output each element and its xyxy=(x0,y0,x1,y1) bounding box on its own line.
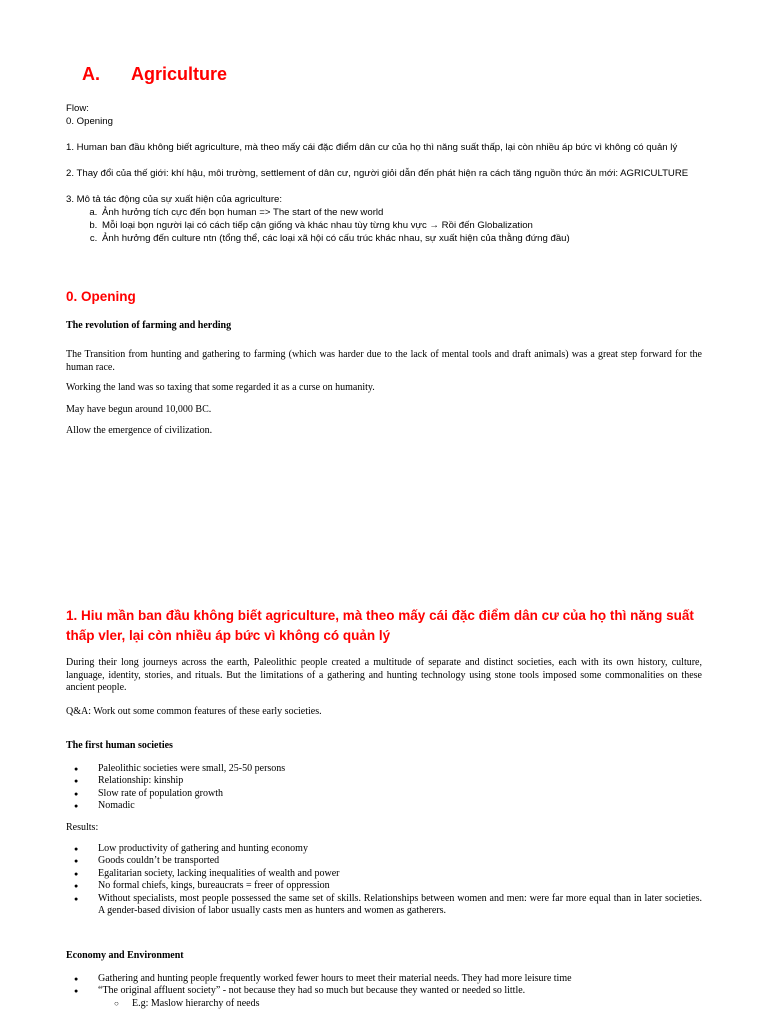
opening-subheading: The revolution of farming and herding xyxy=(66,320,232,331)
flow-label: Flow: xyxy=(66,103,89,114)
economy-heading: Economy and Environment xyxy=(66,950,184,961)
results-list xyxy=(66,843,702,918)
economy-sublist xyxy=(66,998,702,1011)
first-societies-heading: The first human societies xyxy=(66,740,173,751)
list-item: ● “The original affluent society” - not because they had so much but because they wanted or needed so little. xyxy=(98,985,702,998)
list-item: ● Paleolithic societies were small, 25-50 persons xyxy=(98,763,702,776)
list-item: ● Without specialists, most people possessed the same set of skills. Relationships between women and men: were far more equal than in later societies. A gender-based division of labor usually casts men as hunters and women as gatherers. xyxy=(98,893,702,918)
flow-subitem: b. Mỗi loại bọn người lại có cách tiếp cận giống và khác nhau tùy từng khu vực → Rồi đến Globalization xyxy=(100,219,706,232)
list-item: ● Slow rate of population growth xyxy=(98,788,702,801)
list-item: ● Gathering and hunting people frequently worked fewer hours to meet their material needs. They had more leisure time xyxy=(98,973,702,986)
section-a-title xyxy=(82,64,227,85)
opening-paragraph: The Transition from hunting and gathering to farming (which was harder due to the lack of mental tools and draft animals) was a great step forward for the human race. xyxy=(66,349,702,373)
flow-subitem: a. Ảnh hưởng tích cực đến bọn human => The start of the new world xyxy=(100,206,706,219)
economy-environment xyxy=(66,950,702,1010)
section-a-letter: A. xyxy=(82,64,100,84)
flow-subitems xyxy=(66,206,706,245)
section-1-qa xyxy=(66,706,702,719)
list-item: ● Nomadic xyxy=(98,800,702,813)
results xyxy=(66,822,702,918)
flow-item-1: 1. Human ban đầu không biết agriculture, mà theo mấy cái đặc điểm dân cư của họ thì năng suất thấp, lại còn nhiều áp bức vì không có quản lý xyxy=(66,142,678,153)
list-item: ● Goods couldn’t be transported xyxy=(98,855,702,868)
results-label: Results: xyxy=(66,822,99,833)
list-item: ● Low productivity of gathering and hunting economy xyxy=(98,843,702,856)
list-subitem: ○ E.g: Maslow hierarchy of needs xyxy=(132,998,702,1011)
list-item: ● Egalitarian society, lacking inequalities of wealth and power xyxy=(98,868,702,881)
flow-item-2: 2. Thay đổi của thế giới: khí hậu, môi trường, settlement of dân cư, người giỏi dẫn đến phát hiện ra cách tăng nguồn thức ăn mới: AGRICULTURE xyxy=(66,168,689,179)
opening-heading: 0. Opening xyxy=(66,289,136,304)
section-1-heading: 1. Hiu mần ban đầu không biết agriculture, mà theo mấy cái đặc điểm dân cư của họ thì năng suất thấp vler, lại còn nhiều áp bức vì không có quản lý xyxy=(66,608,694,643)
opening-paragraph: Working the land was so taxing that some regarded it as a curse on humanity. xyxy=(66,382,375,393)
first-societies-list xyxy=(66,763,702,813)
list-item: ● Relationship: kinship xyxy=(98,775,702,788)
first-societies xyxy=(66,740,702,813)
economy-list xyxy=(66,973,702,998)
opening-paragraph: May have begun around 10,000 BC. xyxy=(66,403,212,415)
flow-subitem: c. Ảnh hưởng đến culture ntn (tổng thể, các loại xã hội có cấu trúc khác nhau, sự xuất hiện của thằng đứng đầu) xyxy=(100,232,706,245)
qa-text: Q&A: Work out some common features of these early societies. xyxy=(66,706,322,717)
opening-subheading-block xyxy=(66,320,702,333)
flow-outline xyxy=(66,102,706,245)
section-1-intro xyxy=(66,657,702,695)
section-a-heading: Agriculture xyxy=(131,64,228,84)
flow-item-3: 3. Mô tả tác động của sự xuất hiện của agriculture: xyxy=(66,194,283,205)
flow-opening: 0. Opening xyxy=(66,116,113,127)
section-1-intro-text: During their long journeys across the earth, Paleolithic people created a multitude of separate and distinct societies, each with its own history, culture, language, identity, stories, and rituals. But the limitations of a gathering and hunting technology using stone tools imposed some commonalities on these ancient people. xyxy=(66,657,702,693)
opening-paragraph: Allow the emergence of civilization. xyxy=(66,425,213,436)
opening-body xyxy=(66,349,702,438)
list-item: ● No formal chiefs, kings, bureaucrats = freer of oppression xyxy=(98,880,702,893)
